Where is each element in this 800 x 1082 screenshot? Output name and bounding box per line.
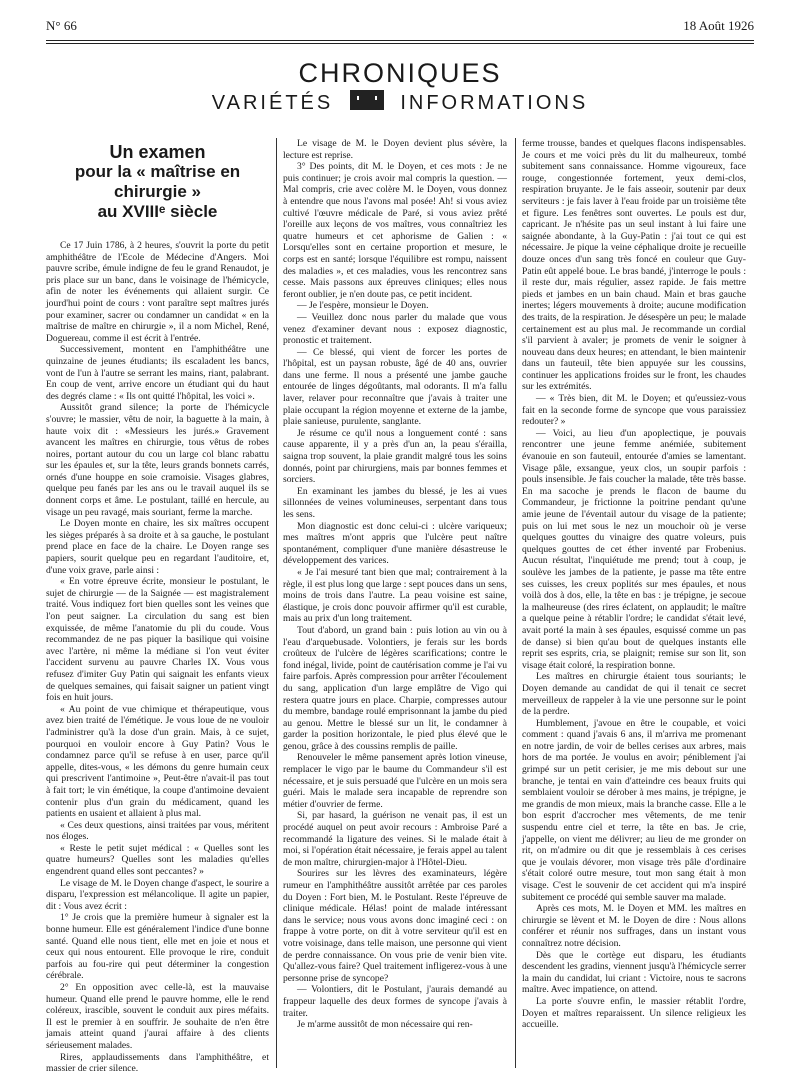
paragraph: Mon diagnostic est donc celui-ci : ulcère variqueux; mes maîtres m'ont appris que l'ulcère peut naître spontanément, compliquer d'une manière désastreuse le développement des varices. <box>283 520 507 567</box>
column-3-body <box>522 138 746 1031</box>
masthead-subtitle <box>0 90 800 116</box>
masthead-title: CHRONIQUES <box>298 58 502 88</box>
paragraph: Rires, applaudissements dans l'amphithéâtre, et massier de crier silence. <box>46 1051 269 1075</box>
article-title-line-2: pour la « maîtrise en chirurgie » <box>74 162 241 201</box>
paragraph: Successivement, montent en l'amphithéâtre une quinzaine de jeunes étudiants; ils escaladent les bancs, vont de l'un à l'autre se serrant les mains, riant, palabrant. En coup de vent, arrive encore un étudiant qui du haut des degrés clame : « Ils ont quitté l'hôpital, les voici ». <box>46 344 269 402</box>
header-rule-double <box>46 43 754 44</box>
paragraph: « En votre épreuve écrite, monsieur le postulant, le sujet de chirurgie — de la Saignée — est magistralement traité. Vous indiquez fort bien quelles sont les veines que l'on peut saigner. La circulation du sang est bien exquissée, de même l'anatomie du pli du coude. Vous recommandez de ne pas piquer la basilique qui voisine avec l'artère, ni même la médiane si l'on veut éviter l'accident survenu au pauvre Charles IX. Vous vous refusez d'imiter Guy Patin qui saignait les enfants vieux de quelques semaines, qui faisait saigner un patient vingt fois en huit jours. <box>46 576 269 704</box>
column-divider <box>276 138 277 1068</box>
article-title-line-3: au XVIIIᵉ siècle <box>97 202 218 221</box>
header-rule <box>46 40 754 41</box>
paragraph: Après ces mots, M. le Doyen et MM. les maîtres en chirurgie se lèvent et M. le Doyen de dire : Nous allons conférer et réunir nos suffrages, dans un instant vous connaîtrez notre décision. <box>522 903 746 949</box>
paragraph: Le visage de M. le Doyen change d'aspect, le sourire a disparu, l'expression est mélancolique. Il agite un papier, dit : Vous avez écrit : <box>46 877 269 912</box>
paragraph: « Au point de vue chimique et thérapeutique, vous avez bien traité de l'émétique. Je vous loue de ne vouloir l'administrer qu'à la dose d'un grain. Mais, à ce sujet, pourquoi en vouloir encore à Guy Patin? Vous le condamnez parce qu'il se refuse à en user, parce qu'il appelle, dites-vous, « les démons du genre humain ceux qui prescrivent l'antimoine », Peut-être n'avait-il pas tout à fait tort; le vin émétique, la coupe d'antimoine devaient contenir plus d'un grain du médicament, quand les patients en usaient et allaient à plus mal. <box>46 703 269 820</box>
masthead-emblem-icon <box>350 90 384 110</box>
column-2 <box>283 138 507 1068</box>
paragraph: « Je l'ai mesuré tant bien que mal; contrairement à la règle, il est plus long que large : sept pouces dans un sens, moins de trois dans l'autre. La peau voisine est saine, élastique, je crois donc pouvoir affirmer qu'il est curable, mais au prix d'un long traitement. <box>283 566 507 625</box>
column-1 <box>46 138 269 1075</box>
paragraph: La porte s'ouvre enfin, le massier rétablit l'ordre, Doyen et maîtres reparaissent. Un silence religieux les accueille. <box>522 995 746 1031</box>
masthead-varietes: VARIÉTÉS <box>211 92 334 114</box>
paragraph: — Voici, au lieu d'un apoplectique, je pouvais rencontrer une jeune femme anémiée, subitement évanouie en son fauteuil, entourée d'amies se lamentant. Visage pâle, exsangue, yeux clos, un soupir parfois : pouls insensible. Je fais coucher la malade, tête très basse. En ma sacoche je prends le flacon de baume du Commandeur, je frictionne la poitrine pendant qu'une amie jeune de l'éventail autour du visage de la patiente; puis on lui met sous le nez un mouchoir où je verse quelques gouttes du vinaigre des quatre voleurs, puis quelques gouttes de cet éther inventé par Frobenius. Aucun résultat, l'inquiétude me prend; tout à coup, je soulève les jambes de la patiente, je passe ma tête entre ses cuisses, les creux poplités sur mes épaules, et nous voilà dos à dos, elle, la tête en bas : je trépigne, je secoue la malheureuse (des rires éclatent, on applaudit; le maître a quelque peine à rétablir l'ordre; le candidat s'était levé, avait porté la main à ses épaules, esquissé comme un pas de danse) si bien qu'au bout de quelques instants elle reprit ses esprits, cria, se plaignit; remise sur son lit, son visage était coloré, la respiration bonne. <box>522 427 746 671</box>
paragraph: Le visage de M. le Doyen devient plus sévère, la lecture est reprise. <box>283 138 507 161</box>
paragraph: ferme trousse, bandes et quelques flacons indispensables. Je cours et me voici près du lit du malheureux, tombé subitement sans connaissance. Homme vigoureux, face rouge, congestionnée fortement, yeux demi-clos, respiration bruyante. Je le fais asseoir, soutenir par deux serviteurs : je fais laver à l'eau froide par un troisième tête et figure. Les fenêtres sont ouvertes. Le pouls est dur, capricant. Je n'hésite pas un seul instant à lui faire une saignée abondante, à la Guy-Patin : j'ai tout ce qui est nécessaire. Je pique la veine céphalique droite je recueille douze onces d'un sang très foncé en couleur que Guy-Patin eût appelé boue. Le bras bandé, j'interroge le pouls : il reste dur, mais régulier, assez rapide. Je fais mettre pieds et jambes en un bain chaud. Main et bras gauche inertes; légers mouvements à droite; aucune modification des traits, de la respiration. Je désespère un peu; le malade certainement est au plus mal. Je recommande un cordial s'il parvient à avaler; je promets de venir le soigner à nouveau dans deux heures; en attendant, le bien maintenir dans un fauteuil, tête bien appuyée sur les coussins, continuer les applications froides sur le front, les chaudes sur les extrémités. <box>522 138 746 393</box>
paragraph: Humblement, j'avoue en être le coupable, et voici comment : quand j'avais 6 ans, il m'arriva me promenant en notre jardin, de voir de belles cerises aux arbres, mais hors de ma portée. Je voulus en avoir; péniblement j'ai grimpé sur un petit cerisier, je me mis debout sur une branche, je tentai en vain d'atteindre ces beaux fruits qui semblaient vouloir se dérober à mes mains, je trépigne, je me grandis de mon mieux, mais la branche casse. Elle a le bon esprit d'accrocher mes vêtements, de me tenir suspendu entre ciel et terre, la tête en bas. Je crie, j'appelle, on vient me délivrer; au lieu de me gronder on rit, on m'admire ou dit que je ressemblais à ces cerises que je voulais dévorer, mon visage très pâle d'ordinaire s'était coloré outre mesure, tout mon sang était à mon visage. C'est le souvenir de cet accident qui m'a inspiré subitement ce procédé qui semble sauver ma malade. <box>522 717 746 903</box>
paragraph: Ce 17 Juin 1786, à 2 heures, s'ouvrit la porte du petit amphithéâtre de l'Ecole de Médecine d'Angers. Moi pauvre scribe, émule indigne de feu le grand Renaudot, je pris place sur un banc, dans le voisinage de l'hémicycle, afin de noter les événements qui allaient surgir. Ce jourd'hui point de cours : vont paraître sept maîtres jurés pour examiner, sacrer ou condamner un candidat « en la maîtrise de maître en chirurgie », il a nom Michel, René, Doguereau, comme il est écrit à l'entrée. <box>46 240 269 344</box>
article-title-line-1: Un examen <box>109 142 206 162</box>
column-1-body <box>46 240 269 1075</box>
paragraph: Le Doyen monte en chaire, les six maîtres occupent les sièges préparés à sa droite et à sa gauche, le postulant prend place en face de la chaire. Le Doyen range ses papiers, sourit quelque peu en regardant l'auditoire, et, d'une voix grave, parle ainsi : <box>46 518 269 576</box>
paragraph: — Volontiers, dit le Postulant, j'aurais demandé au frappeur laquelle des deux formes de syncope j'avais à traiter. <box>283 984 507 1019</box>
paragraph: Sourires sur les lèvres des examinateurs, légère rumeur en l'amphithéâtre aussitôt arrêtée par ces paroles du Doyen : Fort bien, M. le Postulant. Reste l'épreuve de clinique médicale. Hélas! point de malade intéressant dans le service; nous vous avons donc imaginé ceci : on frappe à votre porte, on dit à votre serviteur qu'il est en votre voisinage, dans telle maison, une personne qui vient de perdre connaissance. On vous prie de venir bien vite. Qu'allez-vous faire? Quel traitement infligerez-vous à une personne prise de syncope? <box>283 868 507 984</box>
page-header <box>46 18 754 38</box>
paragraph: « Ces deux questions, ainsi traitées par vous, méritent nos éloges. <box>46 819 269 843</box>
paragraph: Je m'arme aussitôt de mon nécessaire qui ren- <box>297 1019 473 1031</box>
article-title <box>46 142 269 222</box>
paragraph: « Reste le petit sujet médical : « Quelles sont les quatre humeurs? Quelles sont les maladies qu'elles engendrent quand elles sont peccantes? » <box>46 842 269 878</box>
paragraph: — Veuillez donc nous parler du malade que vous venez d'examiner devant nous : exposez diagnostic, pronostic et traitement. <box>283 311 507 347</box>
paragraph: Aussitôt grand silence; la porte de l'hémicycle s'ouvre; le massier, vêtu de noir, la baguette à la main, à haute voix dit : «Messieurs les jurés.» Gravement avancent les maîtres en chirurgie, tous vêtus de robes noires, portant autour du cou un large col blanc rabattu sur les épaules et, sur la tête, leurs grands bonnets carrés, ornés d'une houppe en soie cramoisie. Visages glabres, quelque peu fanés par les ans ou le travail auquel ils se donnent corps et âme. Le postulant, taillé en hercule, au visage un peu ravagé, mais souriant, ferme la marche. <box>46 402 269 518</box>
paragraph: Dès que le cortège eut disparu, les étudiants descendent les gradins, viennent jusqu'à l'hémicycle serrer la main du candidat, lui criant : Victoire, nous te sacrons maître. Avec impatience, on attend. <box>522 949 746 996</box>
column-3 <box>522 138 746 1068</box>
paragraph: 3° Des points, dit M. le Doyen, et ces mots : Je ne puis continuer; je crois avoir mal compris la question. — Mal compris, crie avec colère M. le Doyen, vous donnez à entendre que nous l'avons mal posée! Ah! si vous aviez cultivé l'œuvre médicale de Paré, si vous aviez prêté l'oreille aux leçons de vos maîtres, vous connaîtriez les quatre humeurs et cet aphorisme de Galien : « Lorsqu'elles sont en certaine proportion et mesure, le corps est en santé; lorsque l'équilibre est rompu, naissent des maladies », et ces maladies, vous les rencontrez sans cesse. Mais passons aux épreuves cliniques; elles nous feront oublier, je n'en doute pas, ce petit incident. <box>283 161 507 300</box>
column-divider <box>515 138 516 1068</box>
paragraph: 2° En opposition avec celle-là, est la mauvaise humeur. Quand elle prend le pauvre homme, elle le rend coléreux, irascible, souvent le conduit aux pires méfaits. Il est le premier à en souffrir. Je souhaite de n'en être jamais atteint quand j'aurai affaire à des clients sérieusement malades. <box>46 982 269 1051</box>
paragraph: Je résume ce qu'il nous a longuement conté : sans cause apparente, il y a près d'un an, la peau s'érailla, saigna trop souvent, la plaie grandit malgré tous les soins donnés, point par chirurgiens, mais par bonnes femmes et sorciers. <box>283 427 507 486</box>
paragraph: Renouveler le même pansement après lotion vineuse, remplacer le vigo par le baume du Commandeur s'il est nécessaire, et je suis persuadé que l'ulcère en un mois sera guéri. Mais le malade sera incapable de reprendre son métier d'ouvrier de ferme. <box>283 752 507 810</box>
paragraph: Si, par hasard, la guérison ne venait pas, il est un procédé auquel on peut avoir recours : Ambroise Paré a recommandé la ligature des veines. Si le malade était à moi, si l'opération était nécessaire, je ferais appel au talent de mon maître, chirurgien-major à l'Hôtel-Dieu. <box>283 810 507 868</box>
paragraph: — Je l'espère, monsieur le Doyen. <box>297 300 429 312</box>
paragraph: — Ce blessé, qui vient de forcer les portes de l'hôpital, est un paysan robuste, âgé de 40 ans, ouvrier dans une ferme. Il nous a présenté une jambe gauche entourée de linges dégoûtants, mal odorants. Il m'a fallu laver, relaver pour reconnaître que j'avais à traiter une plaie occupant la région moyenne et externe de la jambe, plaie sanieuse, purulente, sanglante. <box>283 346 507 428</box>
paragraph: Les maîtres en chirurgie étaient tous souriants; le Doyen demande au candidat de qui il tenait ce secret merveilleux de rappeler à la vie une personne sur le point de la perdre. <box>522 671 746 718</box>
issue-date: 18 Août 1926 <box>683 18 754 33</box>
paragraph: Tout d'abord, un grand bain : puis lotion au vin ou à l'eau d'arquebusade. Volontiers, je ferais sur les bords croûteux de l'ulcère de légères scarifications; contre le fond inégal, livide, point de cautérisation comme je l'ai vu faire parfois. Après compression pour arrêter l'écoulement du sang, application d'un large emplâtre de Vigo qui restera quatre jours en place. Charpie, compresses autour du membre, bandage roulé emprisonnant la jambe du pied au genou. Mettre le blessé sur un lit, le condamner à garder la position horizontale, le pied plus élevé que le genou, grâce à des coussins remplis de paille. <box>283 624 507 752</box>
paragraph: 1° Je crois que la première humeur à signaler est la bonne humeur. Elle est généralement l'indice d'une bonne santé. Quand elle nous tient, elle met en joie et nous et ceux qui nous entourent. Elle provoque le rire, conduit parfois au fou-rire qui peut déterminer la congestion cérébrale. <box>46 912 269 982</box>
section-masthead <box>0 58 800 116</box>
masthead-informations: INFORMATIONS <box>400 92 589 114</box>
paragraph: — « Très bien, dit M. le Doyen; et qu'eussiez-vous fait en la seconde forme de syncope que vous paraissiez redouter? » <box>522 393 746 428</box>
column-2-body <box>283 138 507 1031</box>
paragraph: En examinant les jambes du blessé, je les ai vues sillonnées de veines volumineuses, serpentant dans tous les sens. <box>283 485 507 520</box>
issue-number: N° 66 <box>46 18 77 33</box>
